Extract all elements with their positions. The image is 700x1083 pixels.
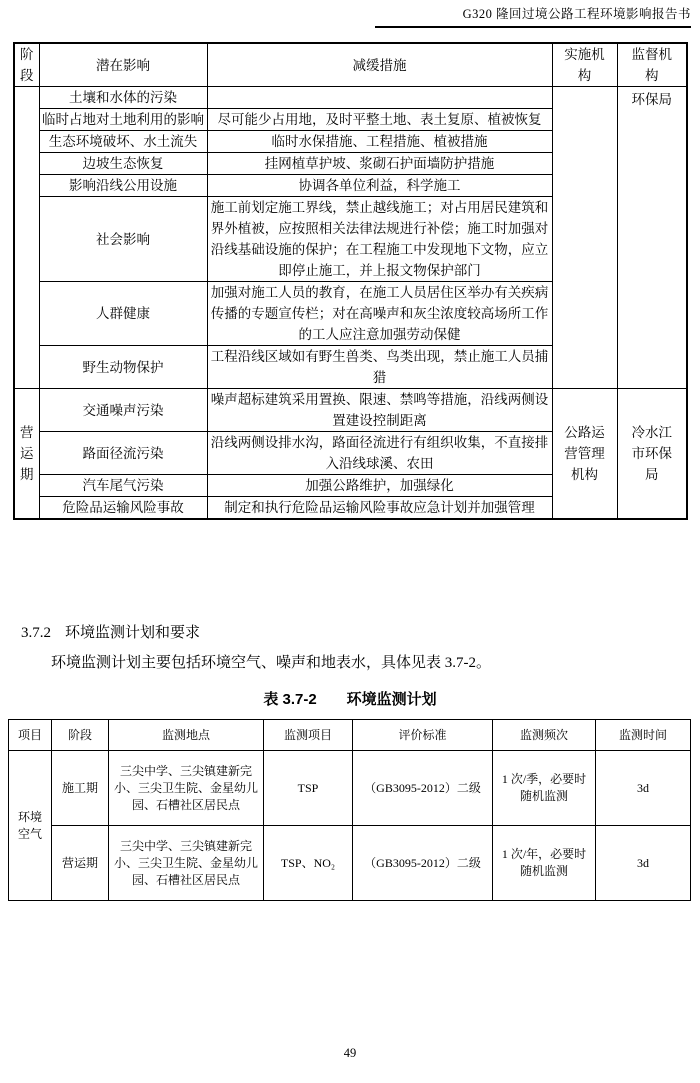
col-header-location: 监测地点 — [109, 720, 264, 751]
cell-impact: 临时占地对土地利用的影响 — [39, 109, 207, 131]
table-row — [9, 826, 691, 901]
cell-standard: （GB3095-2012）二级 — [353, 826, 493, 901]
running-header — [375, 4, 691, 28]
table-row — [14, 389, 687, 432]
table-header-row — [9, 720, 691, 751]
col-header-stage: 阶段 — [14, 43, 39, 87]
cell-measure: 工程沿线区域如有野生兽类、鸟类出现，禁止施工人员捕猎 — [207, 346, 552, 389]
col-header-supervisor: 监督机构 — [617, 43, 687, 87]
cell-impact: 交通噪声污染 — [39, 389, 207, 432]
cell-measure: 尽可能少占用地，及时平整土地、表土复原、植被恢复 — [207, 109, 552, 131]
cell-project: 环境空气 — [9, 751, 52, 901]
table-caption-title: 环境监测计划 — [346, 691, 437, 708]
cell-impact: 影响沿线公用设施 — [39, 175, 207, 197]
table-row — [14, 87, 687, 109]
col-header-stage: 阶段 — [52, 720, 109, 751]
cell-measure: 加强公路维护，加强绿化 — [207, 475, 552, 497]
cell-impact: 社会影响 — [39, 197, 207, 282]
section-title: 环境监测计划和要求 — [65, 625, 201, 641]
table-caption-label: 表 3.7‑2 — [263, 691, 317, 708]
cell-stage: 施工期 — [52, 751, 109, 826]
cell-frequency: 1 次/年，必要时随机监测 — [493, 826, 596, 901]
cell-supervisor: 冷水江市环保局 — [617, 389, 687, 520]
cell-impact: 边坡生态恢复 — [39, 153, 207, 175]
cell-stage — [14, 87, 39, 389]
page-number: 49 — [343, 1046, 357, 1060]
section-number: 3.7.2 — [21, 625, 51, 641]
cell-measure: 施工前划定施工界线，禁止越线施工；对占用居民建筑和界外植被，应按照相关法律法规进行补偿；施工时加强对沿线基础设施的保护；在工程施工中发现地下文物，应立即停止施工，并上报文物保护部门 — [207, 197, 552, 282]
body-paragraph: 环境监测计划主要包括环境空气、噪声和地表水，具体见表 3.7‑2。 — [51, 655, 491, 671]
cell-stage: 营运期 — [52, 826, 109, 901]
col-header-duration: 监测时间 — [596, 720, 691, 751]
cell-item: TSP、NO₂ — [264, 826, 353, 901]
cell-impact: 人群健康 — [39, 282, 207, 346]
cell-impact: 土壤和水体的污染 — [39, 87, 207, 109]
document-title: G320 隆回过境公路工程环境影响报告书 — [375, 4, 691, 28]
col-header-measure: 减缓措施 — [207, 43, 552, 87]
cell-measure: 加强对施工人员的教育，在施工人员居住区举办有关疾病传播的专题宣传栏；对在高噪声和灰尘浓度较高场所工作的工人应注意加强劳动保健 — [207, 282, 552, 346]
cell-measure: 噪声超标建筑采用置换、限速、禁鸣等措施，沿线两侧设置建设控制距离 — [207, 389, 552, 432]
cell-impact: 生态环境破坏、水土流失 — [39, 131, 207, 153]
cell-frequency: 1 次/季，必要时随机监测 — [493, 751, 596, 826]
cell-stage: 营运期 — [14, 389, 39, 520]
monitoring-table — [8, 719, 691, 901]
cell-measure: 沿线两侧设排水沟，路面径流进行有组织收集，不直接排入沿线球溪、农田 — [207, 432, 552, 475]
section-heading — [21, 621, 200, 642]
cell-measure: 临时水保措施、工程措施、植被措施 — [207, 131, 552, 153]
mitigation-table — [13, 42, 688, 520]
col-header-implementer: 实施机构 — [552, 43, 617, 87]
col-header-item: 监测项目 — [264, 720, 353, 751]
cell-measure: 协调各单位利益，科学施工 — [207, 175, 552, 197]
cell-measure: 制定和执行危险品运输风险事故应急计划并加强管理 — [207, 497, 552, 520]
cell-impact: 路面径流污染 — [39, 432, 207, 475]
cell-item: TSP — [264, 751, 353, 826]
cell-location: 三尖中学、三尖镇建新完小、三尖卫生院、金星幼儿园、石槽社区居民点 — [109, 751, 264, 826]
table-caption — [0, 688, 700, 709]
table-header-row — [14, 43, 687, 87]
cell-measure — [207, 87, 552, 109]
cell-impact: 野生动物保护 — [39, 346, 207, 389]
cell-implementer — [552, 87, 617, 389]
cell-implementer: 公路运营管理机构 — [552, 389, 617, 520]
col-header-frequency: 监测频次 — [493, 720, 596, 751]
cell-measure: 挂网植草护坡、浆砌石护面墙防护措施 — [207, 153, 552, 175]
cell-standard: （GB3095-2012）二级 — [353, 751, 493, 826]
col-header-impact: 潜在影响 — [39, 43, 207, 87]
col-header-project: 项目 — [9, 720, 52, 751]
table-row — [9, 751, 691, 826]
cell-impact: 汽车尾气污染 — [39, 475, 207, 497]
cell-impact: 危险品运输风险事故 — [39, 497, 207, 520]
cell-location: 三尖中学、三尖镇建新完小、三尖卫生院、金星幼儿园、石槽社区居民点 — [109, 826, 264, 901]
cell-duration: 3d — [596, 751, 691, 826]
cell-supervisor: 环保局 — [617, 87, 687, 389]
col-header-standard: 评价标准 — [353, 720, 493, 751]
cell-duration: 3d — [596, 826, 691, 901]
